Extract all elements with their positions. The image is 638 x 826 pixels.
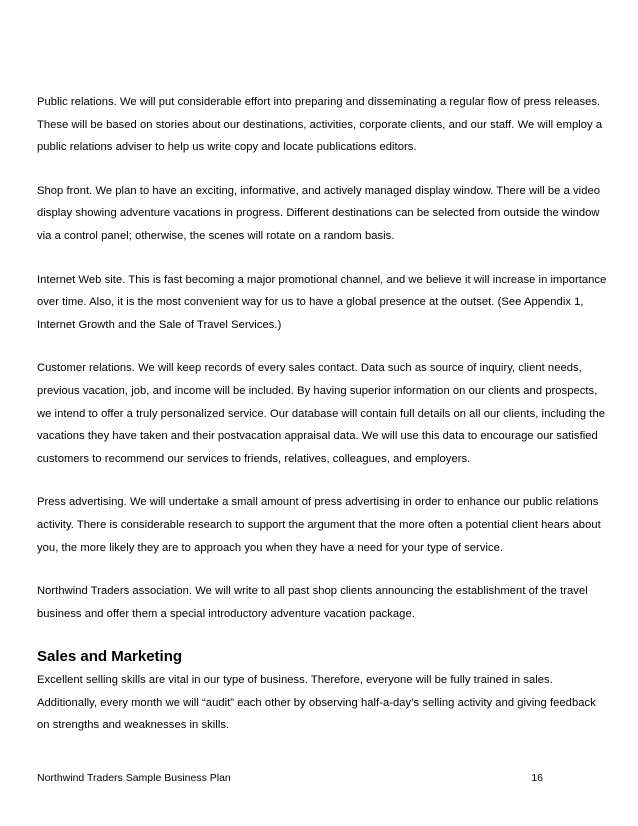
paragraph-shop-front: Shop front. We plan to have an exciting, informative, and actively managed display window. There will be a video display showing adventure vacations in progress. Different destinations can be selected from outside the window via a control panel; otherwise, the scenes will rotate on a random basis. [37, 184, 601, 242]
footer-page-number: 16 [531, 772, 543, 784]
page-content [37, 91, 607, 758]
paragraph-customer-relations: Customer relations. We will keep records of every sales contact. Data such as source of inquiry, client needs, previous vacation, job, and income will be included. By having superior information on our clients and prospects, we intend to offer a truly personalized service. Our database will contain full details on all our clients, including the vacations they have taken and their postvacation appraisal data. We will use this data to encourage our satisfied customers to recommend our services to friends, relatives, colleagues, and employers. [37, 362, 606, 465]
footer-document-title: Northwind Traders Sample Business Plan [37, 772, 231, 784]
paragraph-northwind-association: Northwind Traders association. We will write to all past shop clients announcing the establishment of the travel business and offer them a special introductory adventure vacation package. [37, 585, 588, 620]
section-heading-sales-marketing: Sales and Marketing [37, 648, 183, 666]
paragraph-internet-web-site: Internet Web site. This is fast becoming a major promotional channel, and we believe it will increase in importance over time. Also, it is the most convenient way for us to have a global presence at the outset. (See Appendix 1, Internet Growth and the Sale of Travel Services.) [37, 273, 607, 331]
paragraph-press-advertising: Press advertising. We will undertake a small amount of press advertising in order to enhance our public relations activity. There is considerable research to support the argument that the more often a potential client hears about you, the more likely they are to approach you when they have a need for your type of service. [37, 496, 601, 554]
paragraph-public-relations: Public relations. We will put considerable effort into preparing and disseminating a regular flow of press releases. These will be based on stories about our destinations, activities, corporate clients, and our staff. We will employ a public relations adviser to help us write copy and locate publications editors. [37, 96, 603, 154]
paragraph-sales-marketing: Excellent selling skills are vital in our type of business. Therefore, everyone will be fully trained in sales. Additionally, every month we will “audit” each other by observing half-a-day’s selling activity and giving feedback on strengths and weaknesses in skills. [37, 674, 596, 732]
